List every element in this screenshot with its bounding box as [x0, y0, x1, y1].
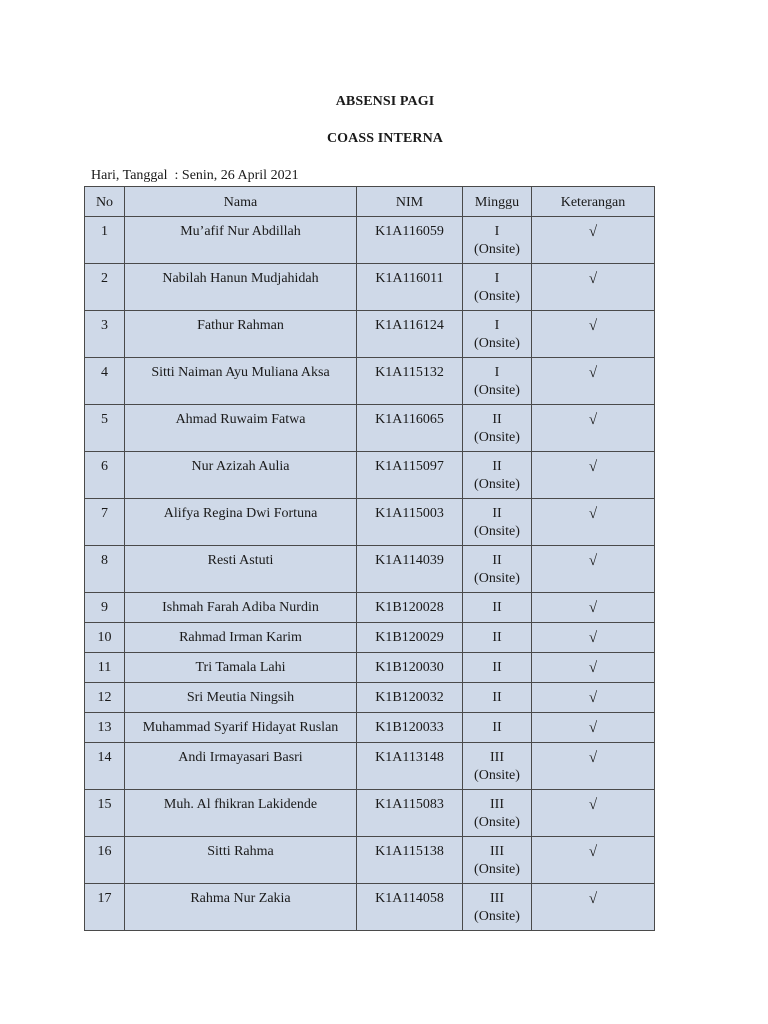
header-nim: NIM — [357, 187, 463, 217]
cell-minggu — [463, 884, 532, 931]
cell-nim: K1A116065 — [357, 405, 463, 452]
cell-no: 16 — [85, 837, 125, 884]
cell-nama: Rahma Nur Zakia — [125, 884, 357, 931]
table-row — [85, 837, 655, 884]
cell-nim: K1A113148 — [357, 743, 463, 790]
cell-keterangan-check: √ — [532, 311, 655, 358]
table-row — [85, 683, 655, 713]
cell-keterangan-check: √ — [532, 623, 655, 653]
cell-nama: Rahmad Irman Karim — [125, 623, 357, 653]
header-keterangan: Keterangan — [532, 187, 655, 217]
cell-nim: K1A115132 — [357, 358, 463, 405]
minggu-value: II — [492, 459, 502, 474]
minggu-value: II — [492, 553, 502, 568]
cell-minggu — [463, 837, 532, 884]
cell-minggu — [463, 499, 532, 546]
cell-minggu — [463, 546, 532, 593]
cell-nama: Nur Azizah Aulia — [125, 452, 357, 499]
cell-no: 4 — [85, 358, 125, 405]
table-row — [85, 593, 655, 623]
cell-no: 1 — [85, 217, 125, 264]
cell-minggu — [463, 790, 532, 837]
cell-nama: Fathur Rahman — [125, 311, 357, 358]
cell-keterangan-check: √ — [532, 499, 655, 546]
minggu-value: II — [492, 660, 502, 675]
cell-no: 17 — [85, 884, 125, 931]
cell-keterangan-check: √ — [532, 593, 655, 623]
cell-nim: K1A116059 — [357, 217, 463, 264]
cell-nim: K1B120028 — [357, 593, 463, 623]
cell-nama: Sitti Naiman Ayu Muliana Aksa — [125, 358, 357, 405]
cell-minggu — [463, 743, 532, 790]
cell-nim: K1A116124 — [357, 311, 463, 358]
cell-minggu — [463, 311, 532, 358]
header-minggu: Minggu — [463, 187, 532, 217]
cell-keterangan-check: √ — [532, 217, 655, 264]
cell-minggu — [463, 713, 532, 743]
cell-keterangan-check: √ — [532, 405, 655, 452]
minggu-value: II — [492, 690, 502, 705]
cell-no: 8 — [85, 546, 125, 593]
table-row — [85, 311, 655, 358]
table-row — [85, 743, 655, 790]
cell-keterangan-check: √ — [532, 884, 655, 931]
minggu-value: II — [492, 600, 502, 615]
cell-no: 14 — [85, 743, 125, 790]
cell-nama: Andi Irmayasari Basri — [125, 743, 357, 790]
table-row — [85, 264, 655, 311]
minggu-note: (Onsite) — [474, 815, 520, 830]
cell-keterangan-check: √ — [532, 713, 655, 743]
cell-nim: K1B120030 — [357, 653, 463, 683]
cell-nama: Ahmad Ruwaim Fatwa — [125, 405, 357, 452]
minggu-note: (Onsite) — [474, 571, 520, 586]
minggu-note: (Onsite) — [474, 768, 520, 783]
minggu-note: (Onsite) — [474, 289, 520, 304]
cell-keterangan-check: √ — [532, 683, 655, 713]
minggu-value: II — [492, 412, 502, 427]
table-row — [85, 713, 655, 743]
minggu-note: (Onsite) — [474, 524, 520, 539]
cell-minggu — [463, 653, 532, 683]
cell-nim: K1A114039 — [357, 546, 463, 593]
cell-keterangan-check: √ — [532, 264, 655, 311]
table-row — [85, 405, 655, 452]
minggu-value: II — [492, 720, 502, 735]
cell-keterangan-check: √ — [532, 452, 655, 499]
minggu-value: III — [490, 891, 504, 906]
cell-nama: Ishmah Farah Adiba Nurdin — [125, 593, 357, 623]
cell-nama: Muh. Al fhikran Lakidende — [125, 790, 357, 837]
minggu-value: I — [494, 365, 500, 380]
cell-nama: Sitti Rahma — [125, 837, 357, 884]
cell-minggu — [463, 683, 532, 713]
cell-no: 13 — [85, 713, 125, 743]
cell-no: 6 — [85, 452, 125, 499]
date-line: Hari, Tanggal : Senin, 26 April 2021 — [91, 168, 299, 183]
header-no: No — [85, 187, 125, 217]
cell-nim: K1B120033 — [357, 713, 463, 743]
table-row — [85, 217, 655, 264]
cell-nim: K1A115083 — [357, 790, 463, 837]
document-title: ABSENSI PAGI — [335, 94, 435, 109]
minggu-value: II — [492, 506, 502, 521]
cell-nim: K1A116011 — [357, 264, 463, 311]
minggu-value: III — [490, 844, 504, 859]
table-header-row — [85, 187, 655, 217]
minggu-value: I — [494, 224, 500, 239]
cell-nim: K1A114058 — [357, 884, 463, 931]
attendance-table-wrapper — [84, 186, 655, 931]
cell-no: 10 — [85, 623, 125, 653]
table-row — [85, 452, 655, 499]
table-row — [85, 623, 655, 653]
minggu-note: (Onsite) — [474, 477, 520, 492]
cell-no: 5 — [85, 405, 125, 452]
cell-nama: Alifya Regina Dwi Fortuna — [125, 499, 357, 546]
cell-no: 7 — [85, 499, 125, 546]
cell-minggu — [463, 217, 532, 264]
table-row — [85, 499, 655, 546]
cell-nama: Muhammad Syarif Hidayat Ruslan — [125, 713, 357, 743]
table-row — [85, 653, 655, 683]
cell-nama: Sri Meutia Ningsih — [125, 683, 357, 713]
cell-nama: Resti Astuti — [125, 546, 357, 593]
cell-minggu — [463, 358, 532, 405]
minggu-note: (Onsite) — [474, 383, 520, 398]
minggu-note: (Onsite) — [474, 336, 520, 351]
cell-minggu — [463, 452, 532, 499]
table-row — [85, 358, 655, 405]
minggu-note: (Onsite) — [474, 430, 520, 445]
attendance-table — [84, 186, 655, 931]
table-row — [85, 884, 655, 931]
minggu-note: (Onsite) — [474, 862, 520, 877]
minggu-value: I — [494, 271, 500, 286]
cell-nim: K1A115003 — [357, 499, 463, 546]
cell-keterangan-check: √ — [532, 546, 655, 593]
cell-nim: K1B120032 — [357, 683, 463, 713]
minggu-value: III — [490, 750, 504, 765]
cell-minggu — [463, 593, 532, 623]
cell-keterangan-check: √ — [532, 790, 655, 837]
minggu-value: II — [492, 630, 502, 645]
cell-no: 2 — [85, 264, 125, 311]
cell-nama: Tri Tamala Lahi — [125, 653, 357, 683]
cell-no: 9 — [85, 593, 125, 623]
cell-no: 12 — [85, 683, 125, 713]
cell-keterangan-check: √ — [532, 837, 655, 884]
cell-minggu — [463, 264, 532, 311]
minggu-note: (Onsite) — [474, 242, 520, 257]
cell-nama: Mu’afif Nur Abdillah — [125, 217, 357, 264]
cell-nim: K1A115138 — [357, 837, 463, 884]
cell-no: 11 — [85, 653, 125, 683]
minggu-value: III — [490, 797, 504, 812]
cell-nama: Nabilah Hanun Mudjahidah — [125, 264, 357, 311]
minggu-value: I — [494, 318, 500, 333]
cell-keterangan-check: √ — [532, 358, 655, 405]
cell-nim: K1B120029 — [357, 623, 463, 653]
table-body — [85, 217, 655, 931]
cell-keterangan-check: √ — [532, 743, 655, 790]
document-subtitle: COASS INTERNA — [326, 131, 444, 146]
cell-no: 3 — [85, 311, 125, 358]
table-row — [85, 790, 655, 837]
cell-minggu — [463, 405, 532, 452]
table-row — [85, 546, 655, 593]
header-nama: Nama — [125, 187, 357, 217]
cell-no: 15 — [85, 790, 125, 837]
cell-keterangan-check: √ — [532, 653, 655, 683]
minggu-note: (Onsite) — [474, 909, 520, 924]
cell-minggu — [463, 623, 532, 653]
cell-nim: K1A115097 — [357, 452, 463, 499]
